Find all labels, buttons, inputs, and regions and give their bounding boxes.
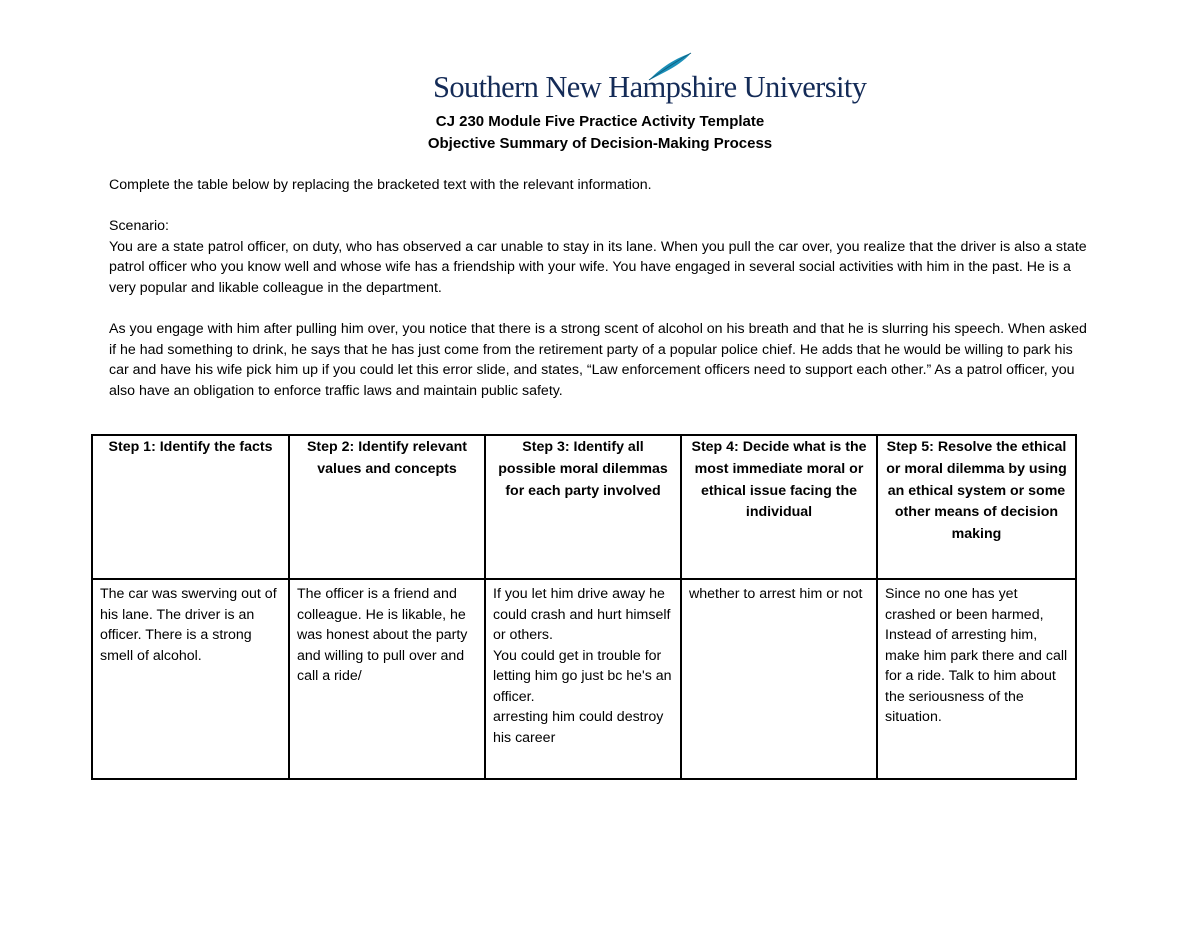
scenario-label: Scenario:: [109, 218, 169, 235]
header-step-3: Step 3: Identify all possible moral dilemmas for each party involved: [485, 435, 681, 579]
cell-step-4-issue[interactable]: whether to arrest him or not: [681, 579, 877, 779]
header-step-1: Step 1: Identify the facts: [92, 435, 289, 579]
decision-making-table: [91, 434, 1077, 780]
cell-step-3-dilemmas[interactable]: [485, 579, 681, 779]
header-step-4: Step 4: Decide what is the most immediate moral or ethical issue facing the individual: [681, 435, 877, 579]
scenario-paragraph-1: You are a state patrol officer, on duty, who has observed a car unable to stay in its lane. When you pull the car over, you realize that the driver is also a state patrol officer who you know well and whose wife has a friendship with your wife. You have engaged in several social activities with him in the past. He is a very popular and likable colleague in the department.: [109, 238, 1087, 296]
dilemma-line-3: arresting him could destroy his career: [493, 709, 664, 746]
cell-step-1-facts[interactable]: The car was swerving out of his lane. The driver is an officer. There is a strong smell of alcohol.: [92, 579, 289, 779]
header-step-5: Step 5: Resolve the ethical or moral dilemma by using an ethical system or some other means of decision making: [877, 435, 1076, 579]
table-header-row: [92, 435, 1076, 579]
university-logo: [433, 50, 867, 106]
document-body: [109, 175, 1089, 402]
cell-step-5-resolution[interactable]: Since no one has yet crashed or been harmed, Instead of arresting him, make him park there and call for a ride. Talk to him about the seriousness of the situation.: [877, 579, 1076, 779]
dilemma-line-1: If you let him drive away he could crash and hurt himself or others.: [493, 586, 671, 643]
document-title: CJ 230 Module Five Practice Activity Template: [435, 113, 765, 130]
instructions-text: Complete the table below by replacing the bracketed text with the relevant information.: [109, 177, 652, 193]
scenario-paragraph-2: As you engage with him after pulling him over, you notice that there is a strong scent of alcohol on his breath and that he is slurring his speech. When asked if he had something to drink, he says that he has just come from the retirement party of a popular police chief. He adds that he would be willing to park his car and have his wife pick him up if you could let this error slide, and states, “Law enforcement officers need to support each other.” As a patrol officer, you also have an obligation to enforce traffic laws and maintain public safety.: [109, 321, 1087, 399]
university-logo-text: Southern New Hampshire University: [433, 70, 867, 104]
document-title-block: [0, 111, 1200, 155]
dilemma-line-2: You could get in trouble for letting him go just bc he's an officer.: [493, 647, 672, 705]
cell-step-2-values[interactable]: The officer is a friend and colleague. He is likable, he was honest about the party and willing to pull over and call a ride/: [289, 579, 485, 779]
header-step-2: Step 2: Identify relevant values and concepts: [289, 435, 485, 579]
document-subtitle: Objective Summary of Decision-Making Process: [427, 135, 773, 152]
table-row: [92, 579, 1076, 779]
